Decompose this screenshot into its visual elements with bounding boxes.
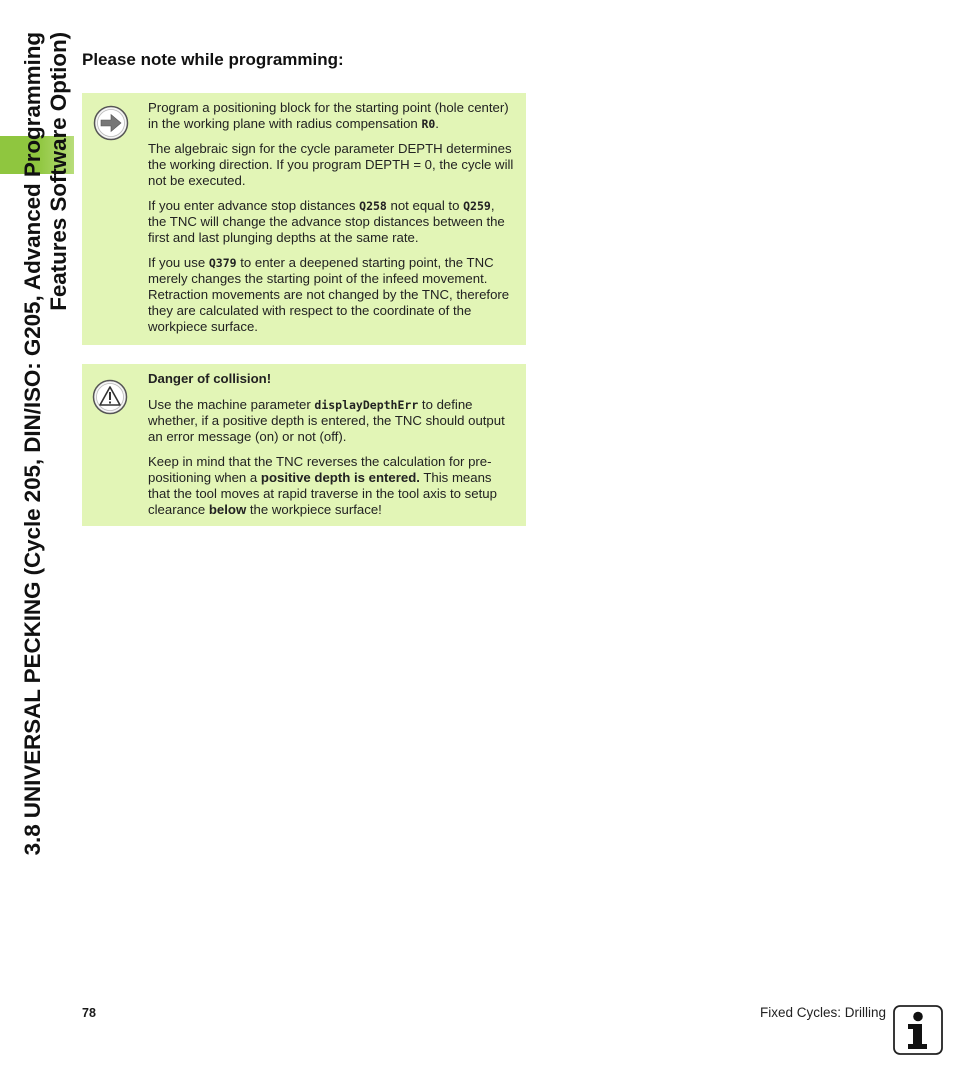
side-title-line-1: 3.8 UNIVERSAL PECKING (Cycle 205, DIN/ISO: G205, Advanced Programming [20,32,45,856]
note-paragraph-3: If you enter advance stop distances Q258 not equal to Q259, the TNC will change the advance stop distances between the first and last plunging depths at the same rate. [148,198,505,245]
note-paragraph-1: Program a positioning block for the starting point (hole center) in the working plane with radius compensation R0. [148,100,509,131]
warning-icon [92,379,128,420]
side-title-line-2: Features Software Option) [46,32,71,311]
warning-paragraph-2: Keep in mind that the TNC reverses the calculation for pre-positioning when a positive depth is entered. This means that the tool moves at rapid traverse in the tool axis to setup clearance below the workpiece surface! [148,454,497,517]
warning-paragraph-1: Use the machine parameter displayDepthErr to define whether, if a positive depth is entered, the TNC should output an error message (on) or not (off). [148,397,505,444]
programming-note-box [82,93,526,345]
footer-section-title: Fixed Cycles: Drilling [759,1005,886,1020]
note-paragraph-2: The algebraic sign for the cycle parameter DEPTH determines the working direction. If you program DEPTH = 0, the cycle will not be executed. [148,141,514,188]
chapter-side-title [20,32,80,992]
page-number: 78 [82,1006,96,1020]
info-icon[interactable] [893,1005,943,1055]
warning-title: Danger of collision! [148,371,272,386]
note-paragraph-4: If you use Q379 to enter a deepened starting point, the TNC merely changes the starting point of the infeed movement. Retraction movements are not changed by the TNC, therefore they are calculated with respect to the coordinate of the workpiece surface. [148,255,510,334]
collision-warning-box [82,364,526,526]
arrow-right-icon [93,105,129,146]
section-heading: Please note while programming: [82,50,344,69]
